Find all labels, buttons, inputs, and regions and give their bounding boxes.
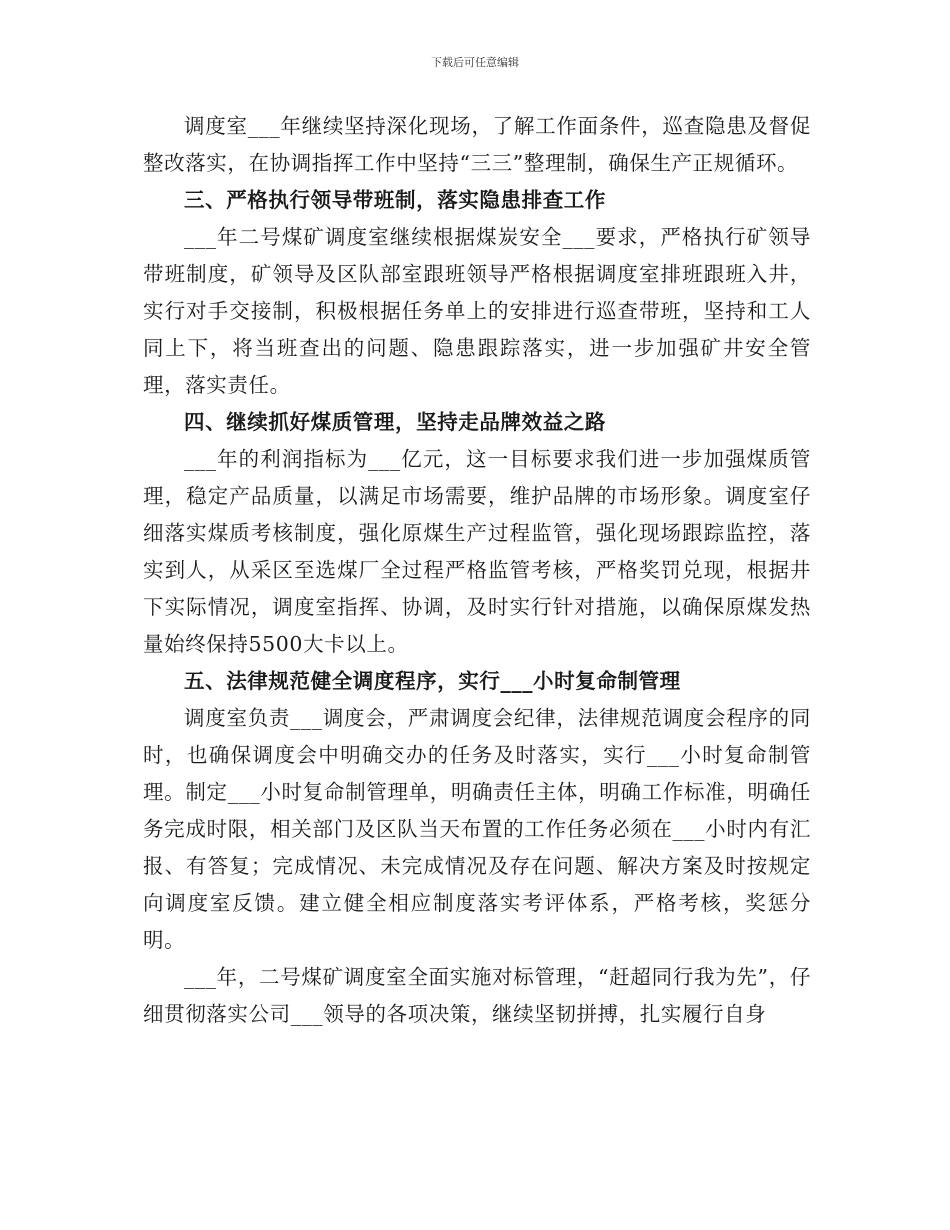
header-note: 下载后可任意编辑	[431, 56, 519, 69]
heading-section-5: 五、法律规范健全调度程序，实行___小时复命制管理	[184, 669, 681, 693]
paragraph-dispatch-meeting: 调度室负责___调度会，严肃调度会纪律，法律规范调度会程序的同时，也确保调度会中明确交办的任务及时落实，实行___小时复命制管理。制定___小时复命制管理单，明确责任主体，明确工作标准，明确任务完成时限，相关部门及区队当天布置的工作任务必须在___小时内有汇报、有答复；完成情况、未完成情况及存在问题、解决方案及时按规定向调度室反馈。建立健全相应制度落实考评体系，严格考核，奖惩分明。	[143, 706, 811, 952]
paragraph-benchmarking: ___年，二号煤矿调度室全面实施对标管理，“赶超同行我为先”，仔细贯彻落实公司___领导的各项决策，继续坚韧拼搏，扎实履行自身	[143, 965, 811, 1026]
paragraph-site-inspection: 调度室___年继续坚持深化现场，了解工作面条件，巡查隐患及督促整改落实，在协调指挥工作中坚持“三三”整理制，确保生产正规循环。	[143, 114, 811, 175]
paragraph-coal-quality: ___年的利润指标为___亿元，这一目标要求我们进一步加强煤质管理，稳定产品质量，以满足市场需要，维护品牌的市场形象。调度室仔细落实煤质考核制度，强化原煤生产过程监管，强化现场跟踪监控，落实到人，从采区至选煤厂全过程严格监管考核，严格奖罚兑现，根据井下实际情况，调度室指挥、协调，及时实行针对措施，以确保原煤发热量始终保持5500大卡以上。	[143, 447, 811, 656]
heading-section-4: 四、继续抓好煤质管理，坚持走品牌效益之路	[184, 410, 606, 434]
paragraph-leadership-shift: ___年二号煤矿调度室继续根据煤炭安全___要求，严格执行矿领导带班制度，矿领导及区队部室跟班领导严格根据调度室排班跟班入井，实行对手交接制，积极根据任务单上的安排进行巡查带班，坚持和工人同上下，将当班查出的问题、隐患跟踪落实，进一步加强矿井安全管理，落实责任。	[143, 225, 811, 397]
document-body	[143, 108, 811, 1033]
heading-section-3: 三、严格执行领导带班制，落实隐患排查工作	[184, 188, 606, 212]
